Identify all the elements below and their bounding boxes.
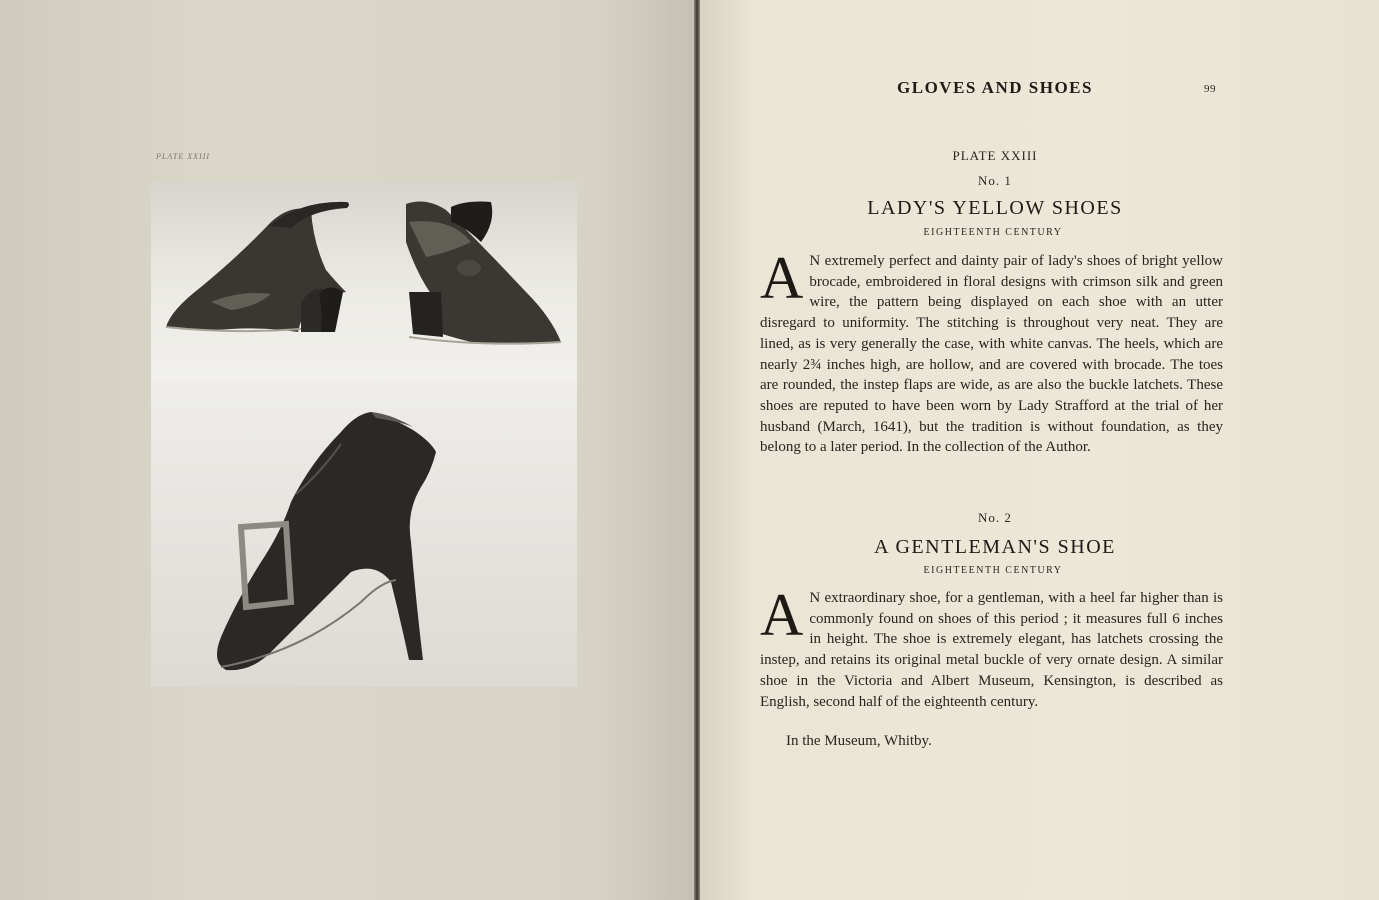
item-description — [760, 582, 1223, 712]
item-description — [760, 245, 1223, 458]
gentleman-shoe — [217, 412, 436, 670]
description-text: N extremely perfect and dainty pair of lady's shoes of bright yellow brocade, embroidered in floral designs with crimson silk and green wire, the pattern being displayed on each shoe with an utter disregard to uniformity. The stitching is throughout very neat. They are lined, as is very generally the case, with white canvas. The heels, which are nearly 2¾ inches high, are hollow, and are covered with brocade. The toes are rounded, the instep flaps are wide, as are also the buckle latchets. These shoes are reputed to have been worn by Lady Strafford at the trial of her husband (March, 1641), but the tradition is without foundation, as they belong to a later period. In the collection of the Author. — [760, 253, 1223, 456]
item-century: EIGHTEENTH CENTURY — [923, 227, 1063, 238]
plate-heading: PLATE XXIII — [952, 148, 1038, 163]
drop-cap: A — [760, 582, 804, 648]
drop-cap: A — [760, 245, 804, 311]
plate-caption: PLATE XXIII — [156, 152, 211, 161]
item-title: LADY'S YELLOW SHOES — [867, 197, 1123, 219]
description-text: N extraordinary shoe, for a gentleman, with a heel far higher than is commonly found on shoes of this period ; it measures full 6 inches in height. The shoe is extremely elegant, has latchets crossing the instep, and retains its original metal buckle of very ornate design. A similar shoe in the Victoria and Albert Museum, Kensington, is described as English, second half of the eighteenth century. — [760, 590, 1223, 710]
item-title: A GENTLEMAN'S SHOE — [874, 536, 1116, 558]
running-head: GLOVES AND SHOES — [897, 78, 1093, 97]
collection-note: In the Museum, Whitby. — [786, 733, 932, 749]
lady-shoe-right — [406, 202, 561, 344]
item-number: No. 2 — [978, 510, 1012, 525]
item-century: EIGHTEENTH CENTURY — [923, 565, 1063, 576]
lady-shoe-left — [166, 202, 349, 332]
item-number: No. 1 — [978, 173, 1012, 188]
plate-photograph — [151, 182, 577, 687]
page-number: 99 — [1204, 83, 1216, 95]
